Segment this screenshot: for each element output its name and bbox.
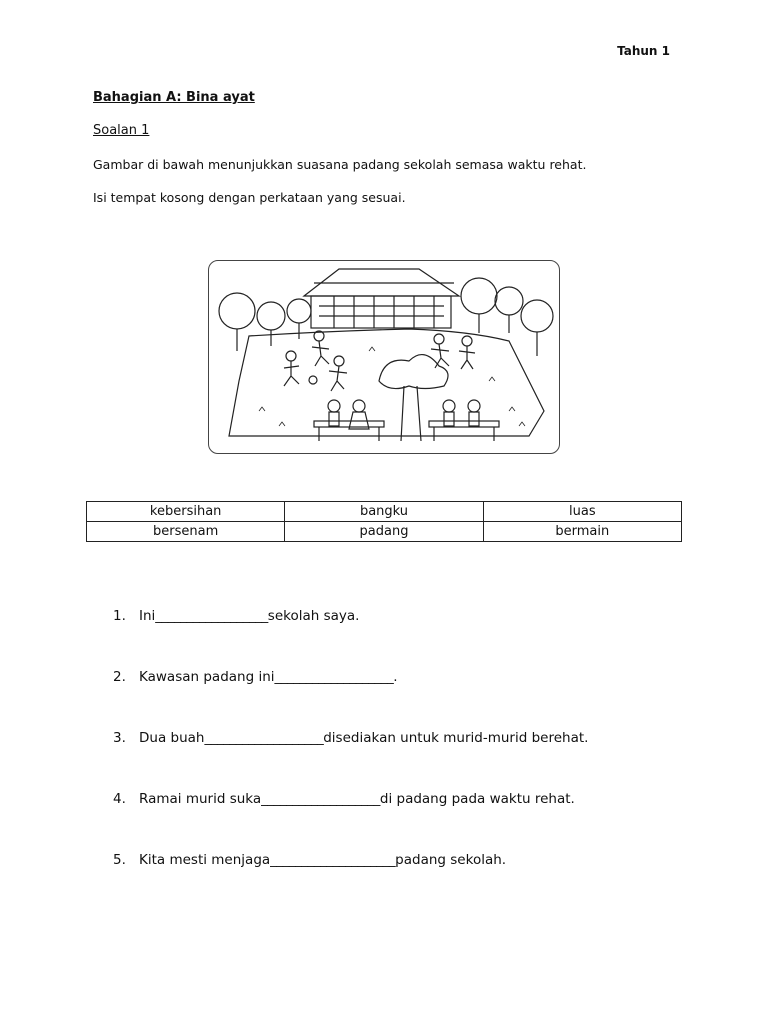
illustration-drawing: [209, 261, 558, 452]
word-cell: bermain: [483, 522, 681, 542]
grass-marks: [259, 347, 525, 426]
table-row: [87, 522, 682, 542]
word-cell: bangku: [285, 502, 483, 522]
question-number: 3.: [113, 730, 126, 746]
question-text-after: .: [393, 669, 398, 685]
question-list: [113, 608, 713, 913]
question-text-before: Kita mesti menjaga: [139, 852, 271, 868]
question-label: Soalan 1: [93, 123, 150, 138]
question-text-before: Dua buah: [139, 730, 205, 746]
year-label: Tahun 1: [617, 44, 670, 58]
word-cell: kebersihan: [87, 502, 285, 522]
school-building-icon: [304, 269, 459, 328]
answer-blank[interactable]: __________________: [155, 608, 268, 624]
question-text-before: Ramai murid suka: [139, 791, 262, 807]
question-item: [113, 608, 713, 669]
answer-blank[interactable]: ___________________: [274, 669, 394, 685]
word-bank-table: [86, 501, 682, 542]
question-text-after: sekolah saya.: [267, 608, 360, 624]
question-text-after: padang sekolah.: [395, 852, 507, 868]
answer-blank[interactable]: ___________________: [261, 791, 380, 807]
section-title: Bahagian A: Bina ayat: [93, 90, 255, 105]
answer-blank[interactable]: ___________________: [204, 730, 324, 746]
word-cell: luas: [483, 502, 681, 522]
table-row: [87, 502, 682, 522]
question-item: [113, 730, 713, 791]
school-field-illustration: [208, 260, 560, 454]
question-number: 2.: [113, 669, 126, 685]
question-text-before: Kawasan padang ini: [139, 669, 275, 685]
instruction-1: Gambar di bawah menunjukkan suasana padang sekolah semasa waktu rehat.: [93, 157, 587, 172]
big-tree-icon: [379, 355, 448, 441]
tree-icon: [219, 278, 553, 356]
question-number: 4.: [113, 791, 126, 807]
word-cell: padang: [285, 522, 483, 542]
question-item: [113, 852, 713, 913]
answer-blank[interactable]: ____________________: [270, 852, 396, 868]
question-text-after: di padang pada waktu rehat.: [379, 791, 575, 807]
word-cell: bersenam: [87, 522, 285, 542]
bench-icon: [314, 400, 499, 441]
question-number: 5.: [113, 852, 126, 868]
instruction-2: Isi tempat kosong dengan perkataan yang sesuai.: [93, 190, 406, 205]
question-item: [113, 791, 713, 852]
question-text-before: Ini: [139, 608, 156, 624]
question-text-after: disediakan untuk murid-murid berehat.: [323, 730, 589, 746]
field-outline: [229, 329, 544, 436]
question-item: [113, 669, 713, 730]
question-number: 1.: [113, 608, 126, 624]
